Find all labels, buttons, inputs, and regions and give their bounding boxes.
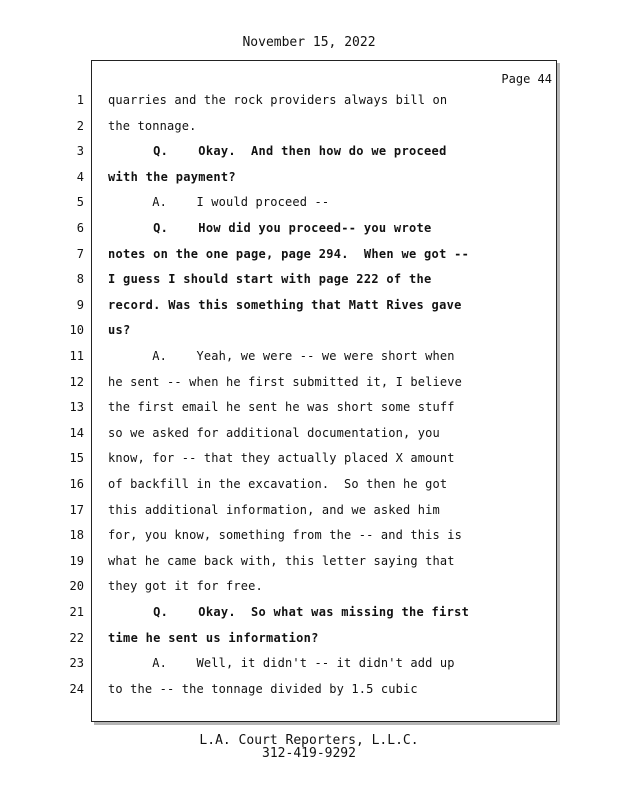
transcript-line xyxy=(0,656,560,676)
transcript-line xyxy=(0,682,560,702)
line-number: 8 xyxy=(76,272,84,287)
transcript-line xyxy=(0,631,560,651)
footer xyxy=(0,734,618,760)
transcript-line xyxy=(0,144,560,164)
transcript-line xyxy=(0,298,560,318)
line-number: 9 xyxy=(76,297,84,312)
line-number: 23 xyxy=(69,656,84,671)
line-text: the tonnage. xyxy=(108,118,197,133)
line-text: he sent -- when he first submitted it, I believe xyxy=(108,374,462,389)
line-number: 6 xyxy=(76,221,84,235)
transcript-line xyxy=(0,375,560,395)
transcript-line xyxy=(0,528,560,548)
line-text: I guess I should start with page 222 of the xyxy=(108,272,432,287)
line-number: 18 xyxy=(69,528,84,543)
transcript-line xyxy=(0,221,560,241)
line-number: 4 xyxy=(76,169,84,184)
line-number: 21 xyxy=(69,605,84,619)
line-text: time he sent us information? xyxy=(108,630,319,645)
transcript-line xyxy=(0,579,560,599)
line-text: Q. Okay. So what was missing the first xyxy=(108,605,470,619)
line-text: with the payment? xyxy=(108,169,236,184)
transcript-line xyxy=(0,477,560,497)
transcript-line xyxy=(0,272,560,292)
page-number: Page 44 xyxy=(501,72,552,86)
line-number: 14 xyxy=(69,425,84,440)
line-number: 12 xyxy=(69,374,84,389)
line-text: Q. Okay. And then how do we proceed xyxy=(108,144,447,159)
line-number: 19 xyxy=(69,553,84,568)
line-text: know, for -- that they actually placed X amount xyxy=(108,451,455,466)
line-text: record. Was this something that Matt Rives gave xyxy=(108,297,462,312)
line-number: 20 xyxy=(69,579,84,594)
line-text: A. Yeah, we were -- we were short when xyxy=(108,349,455,363)
line-number: 1 xyxy=(76,93,84,107)
transcript-line xyxy=(0,119,560,139)
transcript-line xyxy=(0,605,560,625)
line-text: A. I would proceed -- xyxy=(108,195,330,210)
transcript-line xyxy=(0,503,560,523)
line-number: 15 xyxy=(69,451,84,466)
line-number: 24 xyxy=(69,681,84,696)
line-text: notes on the one page, page 294. When we got -- xyxy=(108,246,470,261)
footer-phone: 312-419-9292 xyxy=(262,746,356,761)
line-text: Q. How did you proceed-- you wrote xyxy=(108,221,432,235)
line-number: 16 xyxy=(69,477,84,491)
line-text: for, you know, something from the -- and this is xyxy=(108,528,462,543)
transcript-line xyxy=(0,195,560,215)
line-text: quarries and the rock providers always bill on xyxy=(108,93,448,107)
line-text: so we asked for additional documentation, you xyxy=(108,425,440,440)
transcript-line xyxy=(0,400,560,420)
line-number: 13 xyxy=(69,400,84,415)
transcript-line xyxy=(0,349,560,369)
line-text: us? xyxy=(108,323,131,338)
line-text: they got it for free. xyxy=(108,579,263,594)
transcript-line xyxy=(0,170,560,190)
line-number: 5 xyxy=(76,195,84,210)
line-number: 2 xyxy=(76,118,84,133)
transcript-line xyxy=(0,451,560,471)
line-number: 3 xyxy=(76,144,84,159)
line-text: the first email he sent he was short some stuff xyxy=(108,400,455,415)
transcript-line xyxy=(0,426,560,446)
line-text: of backfill in the excavation. So then he got xyxy=(108,477,448,491)
line-text: what he came back with, this letter saying that xyxy=(108,553,455,568)
transcript-date: November 15, 2022 xyxy=(242,35,376,50)
line-number: 17 xyxy=(69,502,84,517)
transcript-line xyxy=(0,247,560,267)
transcript-line xyxy=(0,554,560,574)
line-number: 22 xyxy=(69,630,84,645)
transcript-line xyxy=(0,323,560,343)
footer-company: L.A. Court Reporters, L.L.C. xyxy=(199,733,419,748)
line-text: to the -- the tonnage divided by 1.5 cubic xyxy=(108,681,418,696)
line-number: 10 xyxy=(69,323,84,338)
line-text: this additional information, and we asked him xyxy=(108,502,440,517)
transcript-line xyxy=(0,93,560,113)
line-number: 11 xyxy=(69,349,84,363)
line-text: A. Well, it didn't -- it didn't add up xyxy=(108,656,455,671)
line-number: 7 xyxy=(76,246,84,261)
